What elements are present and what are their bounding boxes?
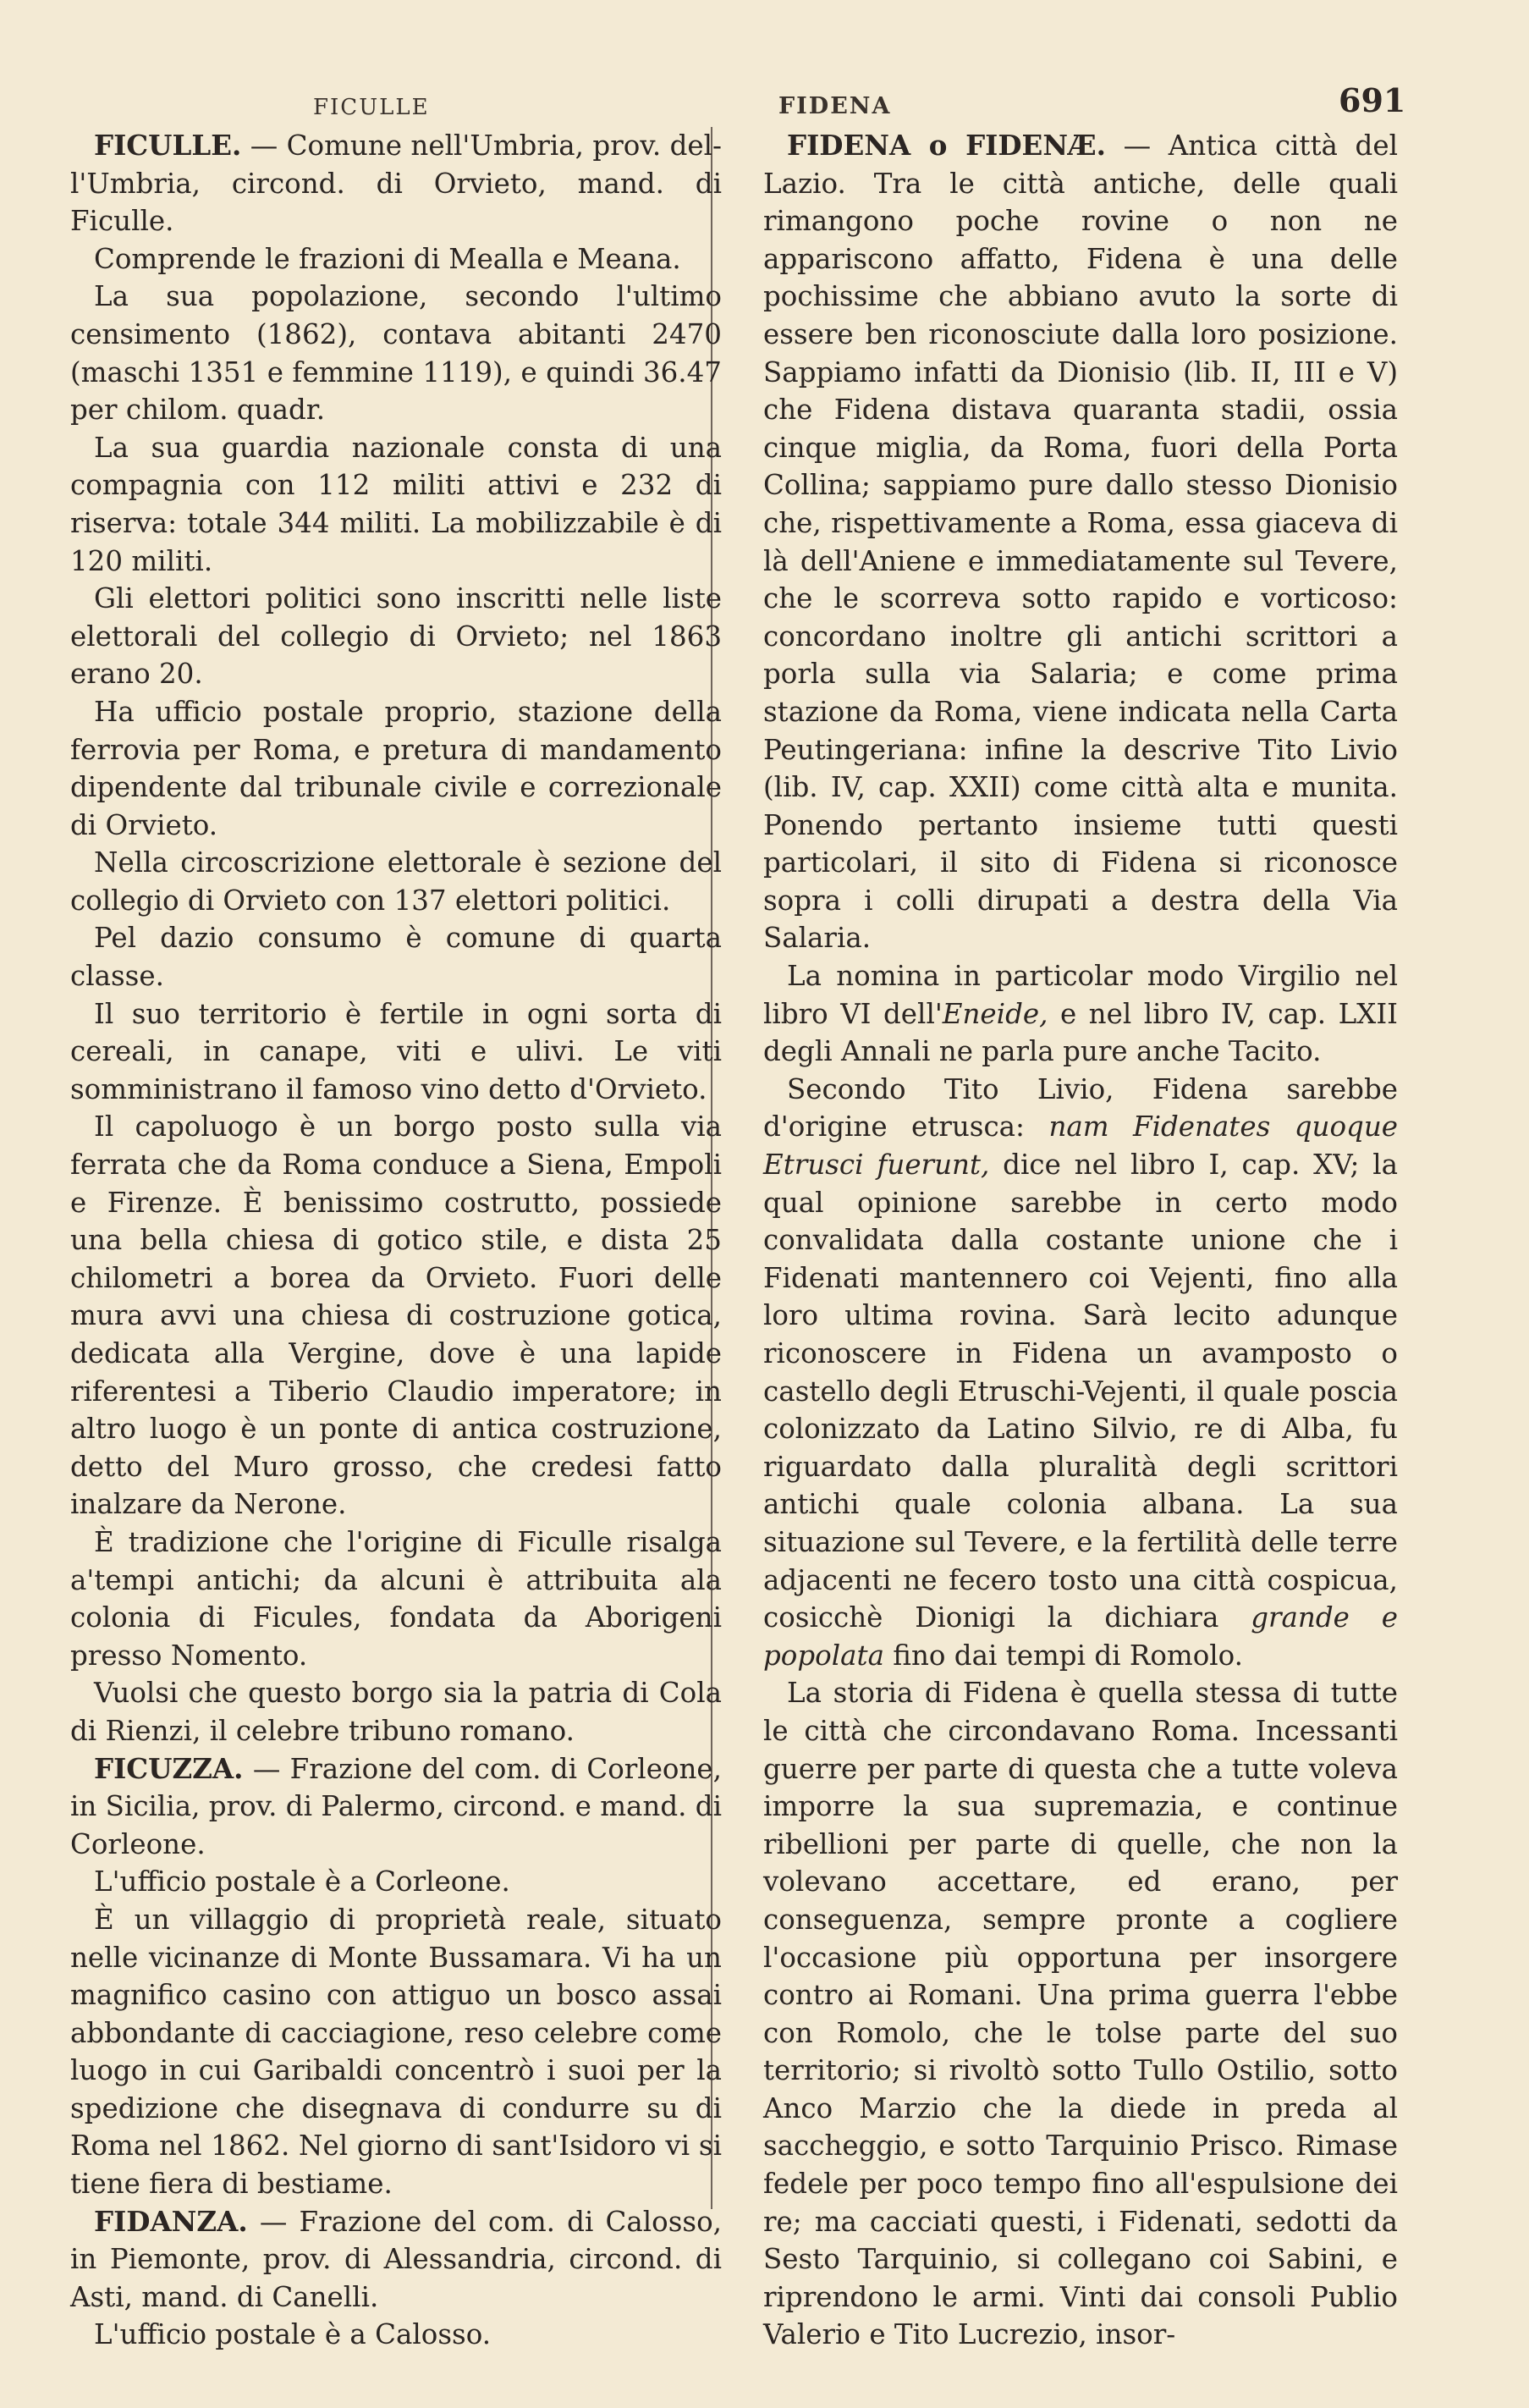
italic-quote: nam Fidenates quoque Etrusci fuerunt, (763, 1110, 1398, 1182)
paragraph (70, 278, 722, 428)
paragraph (763, 957, 1398, 1071)
italic-phrase: grande e popolata (763, 1601, 1399, 1672)
paragraph-text: L'ufficio postale è a Corleone. (94, 1865, 510, 1898)
paragraph (70, 1750, 722, 1864)
left-column (70, 127, 722, 2354)
paragraph-text: È un villaggio di proprietà reale, situato nelle vicinanze di Monte Bussamara. Vi ha un magnifico casino con attiguo un bosco assai abbondante di cacciagione, reso celebre come luogo in cui Garibaldi concentrò i suoi per la spedizione che disegnava di condurre su di Roma nel 1862. Nel giorno di sant'Isidoro vi si tiene fiera di bestiame. (70, 1903, 722, 2201)
paragraph-text: dice nel libro I, cap. XV; la qual opinione sarebbe in certo modo convalidata dalla costante unione che i Fidenati mantennero coi Vejenti, fino alla loro ultima rovina. Sarà lecito adunque riconoscere in Fidena un avamposto o castello degli Etruschi-Vejenti, il quale poscia colonizzato da Latino Silvio, re di Alba, fu riguardato dalla pluralità degli scrittori antichi quale colonia albana. La sua situazione sul Tevere, e la fertilità delle terre adjacenti ne fecero tosto una città cospicua, cosicchè Dionigi la dichiara (763, 1149, 1398, 1634)
paragraph-text: Gli elettori politici sono inscritti nelle liste elettorali del collegio di Orvieto; nel 1863 erano 20. (70, 582, 722, 691)
paragraph-text: Nella circoscrizione elettorale è sezione del collegio di Orvieto con 137 elettori politici. (70, 846, 722, 917)
paragraph (70, 1901, 722, 2203)
paragraph (70, 1863, 722, 1901)
paragraph-text: Il capoluogo è un borgo posto sulla via ferrata che da Roma conduce a Siena, Empoli e Firenze. È benissimo costrutto, possiede una bella chiesa di gotico stile, e dista 25 chilometri a borea da Orvieto. Fuori delle mura avvi una chiesa di costruzione gotica, dedicata alla Vergine, dove è una lapide riferentesi a Tiberio Claudio imperatore; in altro luogo è un ponte di antica costruzione, detto del Muro grosso, che credesi fatto inalzare da Nerone. (70, 1110, 722, 1521)
paragraph (70, 1108, 722, 1524)
paragraph-text: Secondo Tito Livio, Fidena sarebbe d'origine etrusca: (763, 1072, 1398, 1143)
paragraph (70, 580, 722, 693)
paragraph (70, 1524, 722, 1674)
paragraph (70, 844, 722, 919)
paragraph-text: fino dai tempi di Romolo. (883, 1639, 1244, 1672)
paragraph-text: L'ufficio postale è a Calosso. (94, 2318, 492, 2351)
paragraph (70, 2203, 722, 2317)
paragraph (70, 2316, 722, 2354)
entry-heading-ficuzza: FICUZZA. (94, 1751, 244, 1785)
italic-title: Eneide, (942, 997, 1048, 1030)
paragraph (70, 1674, 722, 1750)
page-number: 691 (1339, 81, 1406, 119)
paragraph-text: — Frazione del com. di Calosso, in Piemonte, prov. di Alessandria, circond. di Asti, mand. di Canelli. (70, 2205, 722, 2313)
entry-heading-fidena: FIDENA o FIDENÆ. (787, 129, 1106, 162)
running-head-right: FIDENA (778, 93, 892, 119)
paragraph (763, 1071, 1398, 1675)
paragraph (70, 995, 722, 1109)
paragraph-text: — Antica città del Lazio. Tra le città antiche, delle quali rimangono poche rovine o non ne appariscono affatto, Fidena è una delle pochissime che abbiano avuto la sorte di essere ben riconosciute dalla loro posizione. Sappiamo infatti da Dionisio (lib. II, III e V) che Fidena distava quaranta stadii, ossia cinque miglia, da Roma, fuori della Porta Collina; sappiamo pure dallo stesso Dionisio che, rispettivamente a Roma, essa giaceva di là dell'Aniene e immediatamente sul Tevere, che le scorreva sotto rapido e vorticoso: concordano inoltre gli antichi scrittori a porla sulla via Salaria; e come prima stazione da Roma, viene indicata nella Carta Peutingeriana: infine la descrive Tito Livio (lib. IV, cap. XXII) come città alta e munita. Ponendo pertanto insieme tutti questi particolari, il sito di Fidena si riconosce sopra i colli dirupati a destra della Via Salaria. (763, 129, 1398, 955)
entry-heading-ficulle: FICULLE. (94, 129, 242, 162)
paragraph (763, 127, 1398, 957)
paragraph-text: È tradizione che l'origine di Ficulle risalga a'tempi antichi; da alcuni è attribuita ala colonia di Ficules, fondata da Aborigeni presso Nomento. (70, 1525, 722, 1672)
paragraph-text: — Comune nell'Umbria, prov. del-l'Umbria, circond. di Orvieto, mand. di Ficulle. (70, 129, 722, 238)
paragraph-text: Il suo territorio è fertile in ogni sorta di cereali, in canape, viti e ulivi. Le viti somministrano il famoso vino detto d'Orvieto. (70, 997, 722, 1105)
paragraph-text: e nel libro IV, cap. LXII degli Annali ne parla pure anche Tacito. (763, 997, 1398, 1068)
paragraph-text: Vuolsi che questo borgo sia la patria di Cola di Rienzi, il celebre tribuno romano. (70, 1677, 722, 1747)
entry-heading-fidanza: FIDANZA. (94, 2204, 248, 2238)
paragraph-text: La sua guardia nazionale consta di una compagnia con 112 militi attivi e 232 di riserva: totale 344 militi. La mobilizzabile è di 120 militi. (70, 431, 722, 577)
paragraph-text: Ha ufficio postale proprio, stazione della ferrovia per Roma, e pretura di mandamento dipendente dal tribunale civile e correzionale di Orvieto. (70, 695, 722, 841)
paragraph-text: Comprende le frazioni di Mealla e Meana. (94, 242, 681, 275)
paragraph-text: — Frazione del com. di Corleone, in Sicilia, prov. di Palermo, circond. e mand. di Corleone. (70, 1752, 722, 1860)
paragraph (70, 919, 722, 995)
paragraph (70, 127, 722, 240)
running-head-left: FICULLE (313, 95, 430, 120)
right-column (763, 127, 1398, 2354)
paragraph (70, 429, 722, 580)
paragraph (70, 240, 722, 278)
paragraph (763, 1674, 1398, 2354)
paragraph (70, 693, 722, 844)
paragraph-text: La nomina in particolar modo Virgilio nel libro VI dell' (763, 960, 1398, 1030)
paragraph-text: La storia di Fidena è quella stessa di tutte le città che circondavano Roma. Incessanti guerre per parte di questa che a tutte voleva imporre la sua supremazia, e continue ribellioni per parte di quelle, che non la volevano accettare, ed erano, per conseguenza, sempre pronte a cogliere l'occasione più opportuna per insorgere contro ai Romani. Una prima guerra l'ebbe con Romolo, che le tolse parte del suo territorio; si rivoltò sotto Tullo Ostilio, sotto Anco Marzio che la diede in preda al saccheggio, e sotto Tarquinio Prisco. Rimase fedele per poco tempo fino all'espulsione dei re; ma cacciati questi, i Fidenati, sedotti da Sesto Tarquinio, si collegano coi Sabini, e riprendono le armi. Vinti dai consoli Publio Valerio e Tito Lucrezio, insor- (763, 1677, 1398, 2351)
paragraph-text: Pel dazio consumo è comune di quarta classe. (70, 922, 722, 993)
paragraph-text: La sua popolazione, secondo l'ultimo censimento (1862), contava abitanti 2470 (maschi 1351 e femmine 1119), e quindi 36.47 per chilom. quadr. (70, 280, 722, 427)
